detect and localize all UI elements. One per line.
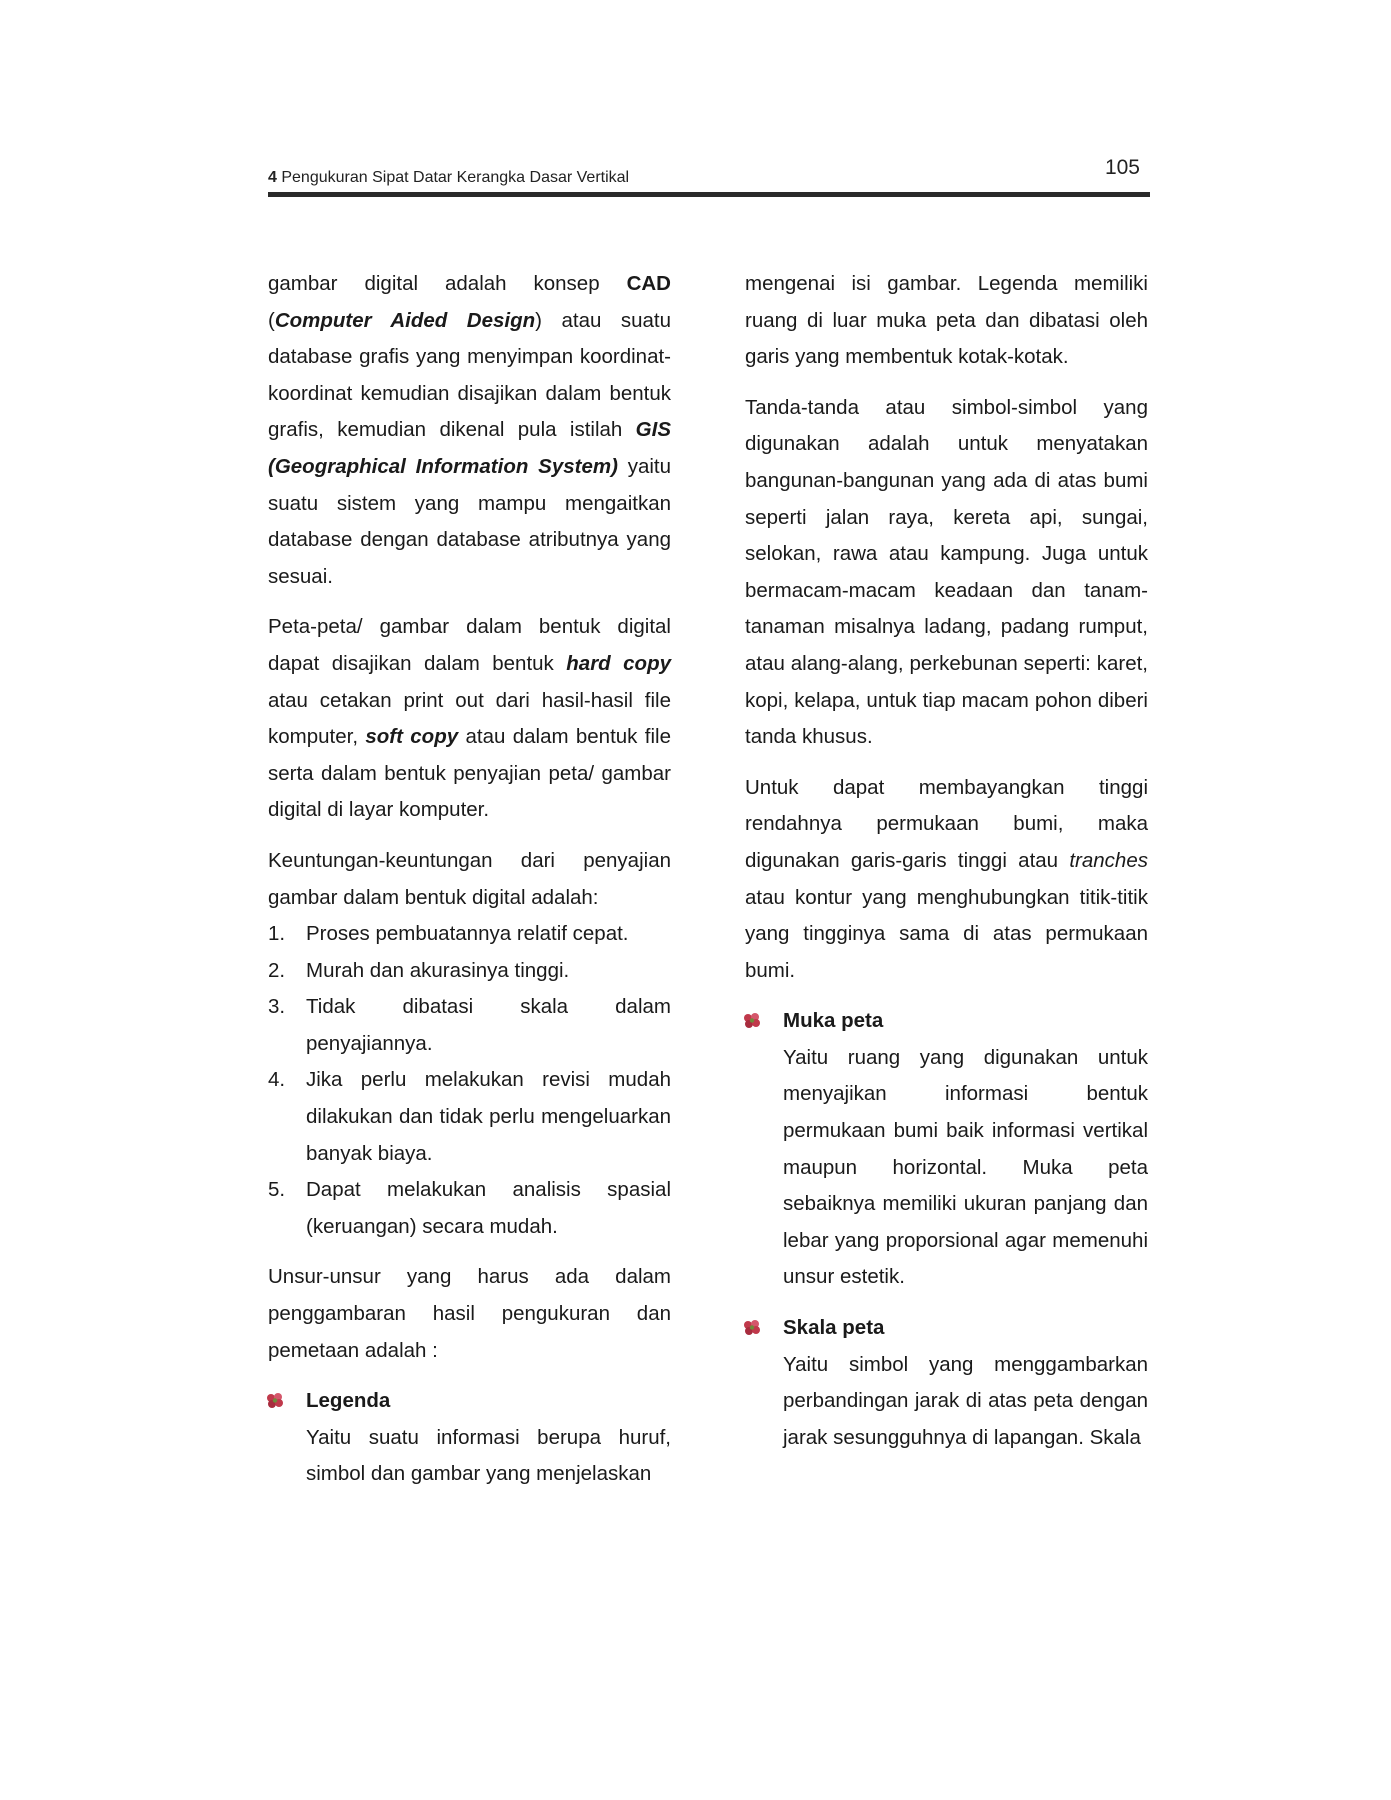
page-header [268,150,1150,198]
list-item: 3. Tidak dibatasi skala dalam penyajiannya. [268,995,671,1055]
paragraph-advantages-intro: Keuntungan-keuntungan dari penyajian gambar dalam bentuk digital adalah: [268,848,671,909]
bullet-title: Legenda [306,1389,391,1413]
page-number: 105 [1104,156,1140,179]
term-tranches: tranches [1069,848,1148,872]
list-item: 4. Jika perlu melakukan revisi mudah dilakukan dan tidak perlu mengeluarkan banyak biaya. [268,1068,671,1165]
bullet-text: Yaitu ruang yang digunakan untuk menyajikan informasi bentuk permukaan bumi baik informasi vertikal maupun horizontal. Muka peta sebaiknya memiliki ukuran panjang dan lebar yang proporsional agar memenuhi unsur estetik. [783,1045,1148,1289]
bullet-muka-peta [745,1003,1148,1296]
paragraph-map-elements: Unsur-unsur yang harus ada dalam penggambaran hasil pengukuran dan pemetaan adalah : [268,1265,671,1362]
bullet-title: Muka peta [783,1009,884,1033]
paragraph-symbols: Tanda-tanda atau simbol-simbol yang digunakan adalah untuk menyatakan bangunan-bangunan yang ada di atas bumi seperti jalan raya, kereta api, sungai, selokan, rawa atau kampung. Juga untuk bermacam-macam keadaan dan tanam-tanaman misalnya ladang, padang rumput, atau alang-alang, perkebunan seperti: karet, kopi, kelapa, untuk tiap macam pohon diberi tanda khusus. [745,395,1148,749]
paragraph-contours: Untuk dapat membayangkan tinggi rendahnya permukaan bumi, maka digunakan garis-garis tinggi atau tranches atau kontur yang menghubungkan titik-titik yang tingginya sama di atas permukaan bumi. [745,775,1148,982]
advantages-list [268,916,671,1245]
term-soft-copy: soft copy [365,725,459,749]
running-head [268,169,629,187]
flower-bullet-icon [743,1320,761,1335]
bullet-legenda [268,1383,671,1493]
paragraph-digital-maps: Peta-peta/ gambar dalam bentuk digital dapat disajikan dalam bentuk hard copy atau cetakan print out dari hasil-hasil file komputer, soft copy atau dalam bentuk file serta dalam bentuk penyajian peta/ gambar digital di layar komputer. [268,615,671,822]
paragraph-cad-gis: gambar digital adalah konsep CAD (Computer Aided Design) atau suatu database grafis yang menyimpan koordinat-koordinat kemudian disajikan dalam bentuk grafis, kemudian dikenal pula istilah GIS (Geographical Information System) yaitu suatu sistem yang mampu mengaitkan database dengan database atributnya yang sesuai. [268,272,672,588]
term-cad-full: Computer Aided Design [274,308,536,332]
bullet-skala-peta [745,1310,1148,1456]
list-item: 5. Dapat melakukan analisis spasial (keruangan) secara mudah. [268,1178,671,1238]
term-cad: CAD [626,272,671,295]
flower-bullet-icon [743,1013,761,1028]
left-column [268,266,671,1507]
list-item: 1. Proses pembuatannya relatif cepat. [268,922,629,946]
term-hard-copy: hard copy [566,651,671,675]
flower-bullet-icon [266,1393,284,1408]
bullet-text: Yaitu simbol yang menggambarkan perbandingan jarak di atas peta dengan jarak sesungguhnya di lapangan. Skala [783,1352,1148,1449]
term-gis: GIS (Geographical Information System) [268,418,671,478]
paragraph-legenda-cont: mengenai isi gambar. Legenda memiliki ruang di luar muka peta dan dibatasi oleh garis yang membentuk kotak-kotak. [745,272,1148,369]
right-column [745,266,1148,1470]
bullet-title: Skala peta [783,1316,885,1340]
list-item: 2. Murah dan akurasinya tinggi. [268,958,570,982]
bullet-text: Yaitu suatu informasi berupa huruf, simbol dan gambar yang menjelaskan [306,1425,671,1486]
chapter-title: Pengukuran Sipat Datar Kerangka Dasar Vertikal [281,169,630,186]
header-rule [268,192,1150,197]
chapter-number: 4 [268,169,277,186]
